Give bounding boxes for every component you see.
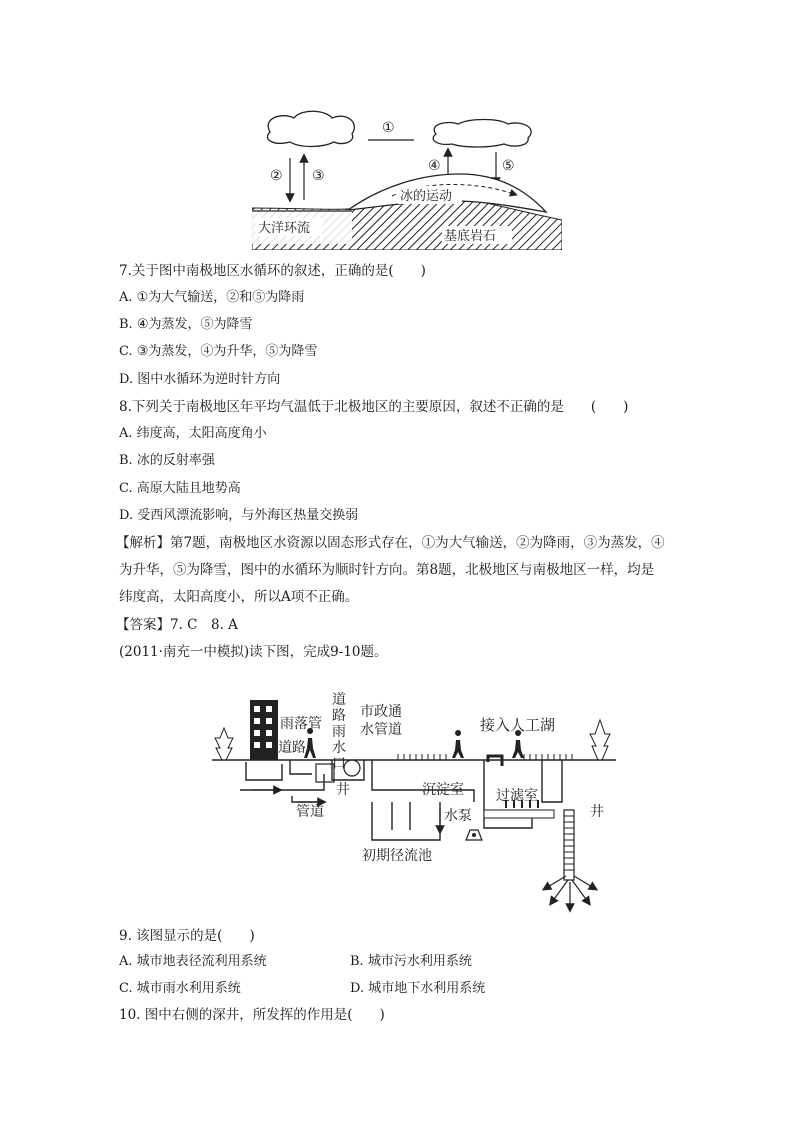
question-7-option-b: B. ④为蒸发，⑤为降雪 (119, 317, 253, 332)
analysis-line-3: 纬度高，太阳高度小，所以A项不正确。 (119, 589, 359, 605)
right-tree-icon (590, 720, 610, 760)
question-10-stem: 10. 图中右侧的深井，所发挥的作用是( ) (119, 1007, 385, 1023)
analysis-line-1: 【解析】第7题，南极地区水资源以固态形式存在，①为大气输送，②为降雨，③为蒸发，④ (116, 535, 665, 551)
question-7-option-d: D. 图中水循环为逆时针方向 (119, 372, 281, 387)
pipe-label: 管道 (296, 804, 324, 820)
label-2: ② (270, 168, 283, 184)
road-rain-port-label-3: 雨 (332, 724, 346, 740)
question-7-stem: 7.关于图中南极地区水循环的叙述，正确的是( ) (119, 263, 426, 279)
question-9-stem: 9. 该图显示的是( ) (119, 928, 255, 944)
small-well-label: 井 (336, 782, 350, 798)
pump-label: 水泵 (444, 808, 472, 824)
antarctic-water-cycle-figure (252, 108, 562, 250)
left-cloud-icon (267, 111, 354, 146)
question-9-option-c: C. 城市雨水利用系统 (119, 981, 241, 996)
question-9-option-d: D. 城市地下水利用系统 (350, 981, 486, 996)
answer-line: 【答案】7. C 8. A (116, 617, 238, 633)
filter-room-label: 过滤室 (496, 788, 538, 804)
source-line: (2011·南充一中模拟)读下图，完成9-10题。 (119, 644, 388, 660)
label-1: ① (382, 120, 395, 136)
initial-runoff-pool-label: 初期径流池 (362, 848, 432, 864)
label-5: ⑤ (502, 158, 515, 174)
pipe-circle-icon (344, 760, 360, 776)
right-cloud-icon (433, 120, 531, 148)
road-rain-port-label-5: 口 (332, 756, 346, 772)
question-8-option-a: A. 纬度高，太阳高度角小 (119, 426, 267, 441)
urban-rainwater-system-figure (212, 690, 616, 916)
label-4: ④ (428, 158, 441, 174)
question-8-option-d: D. 受西风漂流影响，与外海区热量交换弱 (119, 508, 359, 523)
person-icon (512, 730, 524, 758)
deep-well-label: 井 (590, 804, 604, 820)
road-rain-port-label-4: 水 (332, 740, 346, 756)
lake-connection-label: 接入人工湖 (480, 716, 556, 734)
person-icon (452, 730, 464, 758)
municipal-pipe-label-2: 水管道 (360, 722, 402, 738)
road-rain-port-label-2: 路 (332, 708, 346, 724)
bedrock-label: 基底岩石 (444, 229, 497, 244)
question-8-option-b: B. 冰的反射率强 (119, 453, 215, 468)
ocean-circulation-label: 大洋环流 (258, 221, 311, 236)
question-8-stem: 8.下列关于南极地区年平均气温低于北极地区的主要原因，叙述不正确的是 ( ) (119, 399, 629, 415)
road-label: 道路 (278, 740, 306, 756)
question-9-option-b: B. 城市污水利用系统 (350, 954, 472, 969)
municipal-pipe-label-1: 市政通 (360, 704, 402, 720)
question-7-option-c: C. ③为蒸发，④为升华，⑤为降雪 (119, 344, 318, 359)
question-9-option-a: A. 城市地表径流利用系统 (119, 954, 267, 969)
road-rain-port-label-1: 道 (332, 692, 346, 708)
ice-motion-label: 冰的运动 (400, 189, 453, 204)
question-8-option-c: C. 高原大陆且地势高 (119, 481, 241, 496)
label-3: ③ (312, 168, 325, 184)
sediment-room-label: 沉淀室 (422, 782, 464, 798)
downpipe-label: 雨落管 (280, 716, 322, 732)
analysis-line-2: 为升华，⑤为降雪，图中的水循环为顺时针方向。第8题，北极地区与南极地区一样，均是 (119, 562, 655, 578)
question-7-option-a: A. ①为大气输送，②和⑤为降雨 (119, 290, 305, 305)
left-tree-icon (215, 728, 233, 760)
